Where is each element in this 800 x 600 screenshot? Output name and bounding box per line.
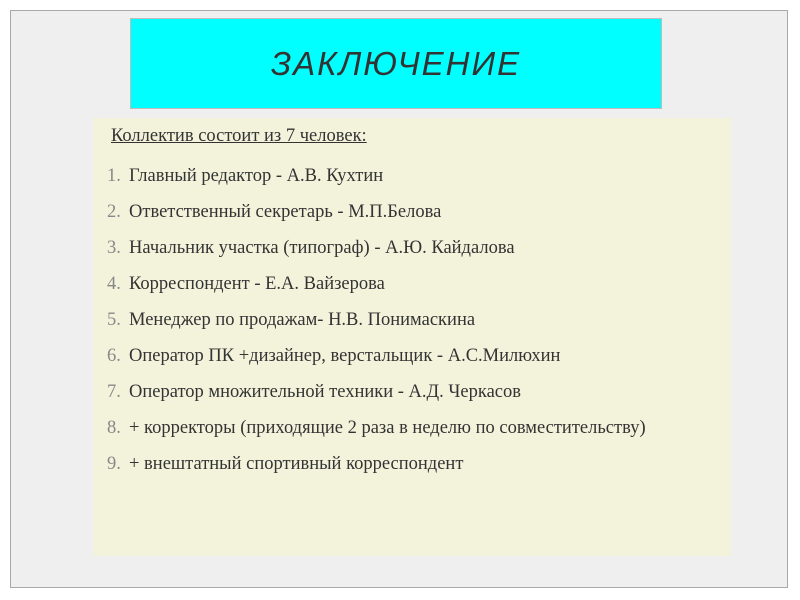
list-item [107, 447, 721, 483]
list-item [107, 231, 721, 267]
content-box [93, 118, 731, 556]
list-number: 3. [107, 238, 121, 258]
list-text: Менеджер по продажам- Н.В. Понимаскина [129, 310, 476, 330]
list-item [107, 195, 721, 231]
list-item [107, 375, 721, 411]
list-number: 2. [107, 202, 121, 222]
list-item [107, 303, 721, 339]
list-item [107, 411, 721, 447]
list-text: + корректоры (приходящие 2 раза в неделю по совместительству) [129, 418, 646, 438]
list-text: Корреспондент - Е.А. Вайзерова [129, 274, 385, 294]
list-number: 7. [107, 382, 121, 402]
list-text: Оператор множительной техники - А.Д. Черкасов [129, 382, 521, 402]
list-text: Главный редактор - А.В. Кухтин [129, 166, 384, 186]
list-number: 1. [107, 166, 121, 186]
list-number: 6. [107, 346, 121, 366]
list-text: Ответственный секретарь - М.П.Белова [129, 202, 442, 222]
list-number: 9. [107, 454, 121, 474]
staff-list [107, 159, 721, 483]
list-number: 8. [107, 418, 121, 438]
list-item [107, 159, 721, 195]
title-box [130, 18, 662, 109]
slide-title: ЗАКЛЮЧЕНИЕ [270, 44, 522, 82]
intro-text: Коллектив состоит из 7 человек: [111, 126, 367, 146]
list-item [107, 339, 721, 375]
list-text: Оператор ПК +дизайнер, верстальщик - А.С.Милюхин [129, 346, 561, 366]
list-text: + внештатный спортивный корреспондент [129, 454, 464, 474]
list-item [107, 267, 721, 303]
list-text: Начальник участка (типограф) - А.Ю. Кайдалова [129, 238, 515, 258]
list-number: 5. [107, 310, 121, 330]
list-number: 4. [107, 274, 121, 294]
